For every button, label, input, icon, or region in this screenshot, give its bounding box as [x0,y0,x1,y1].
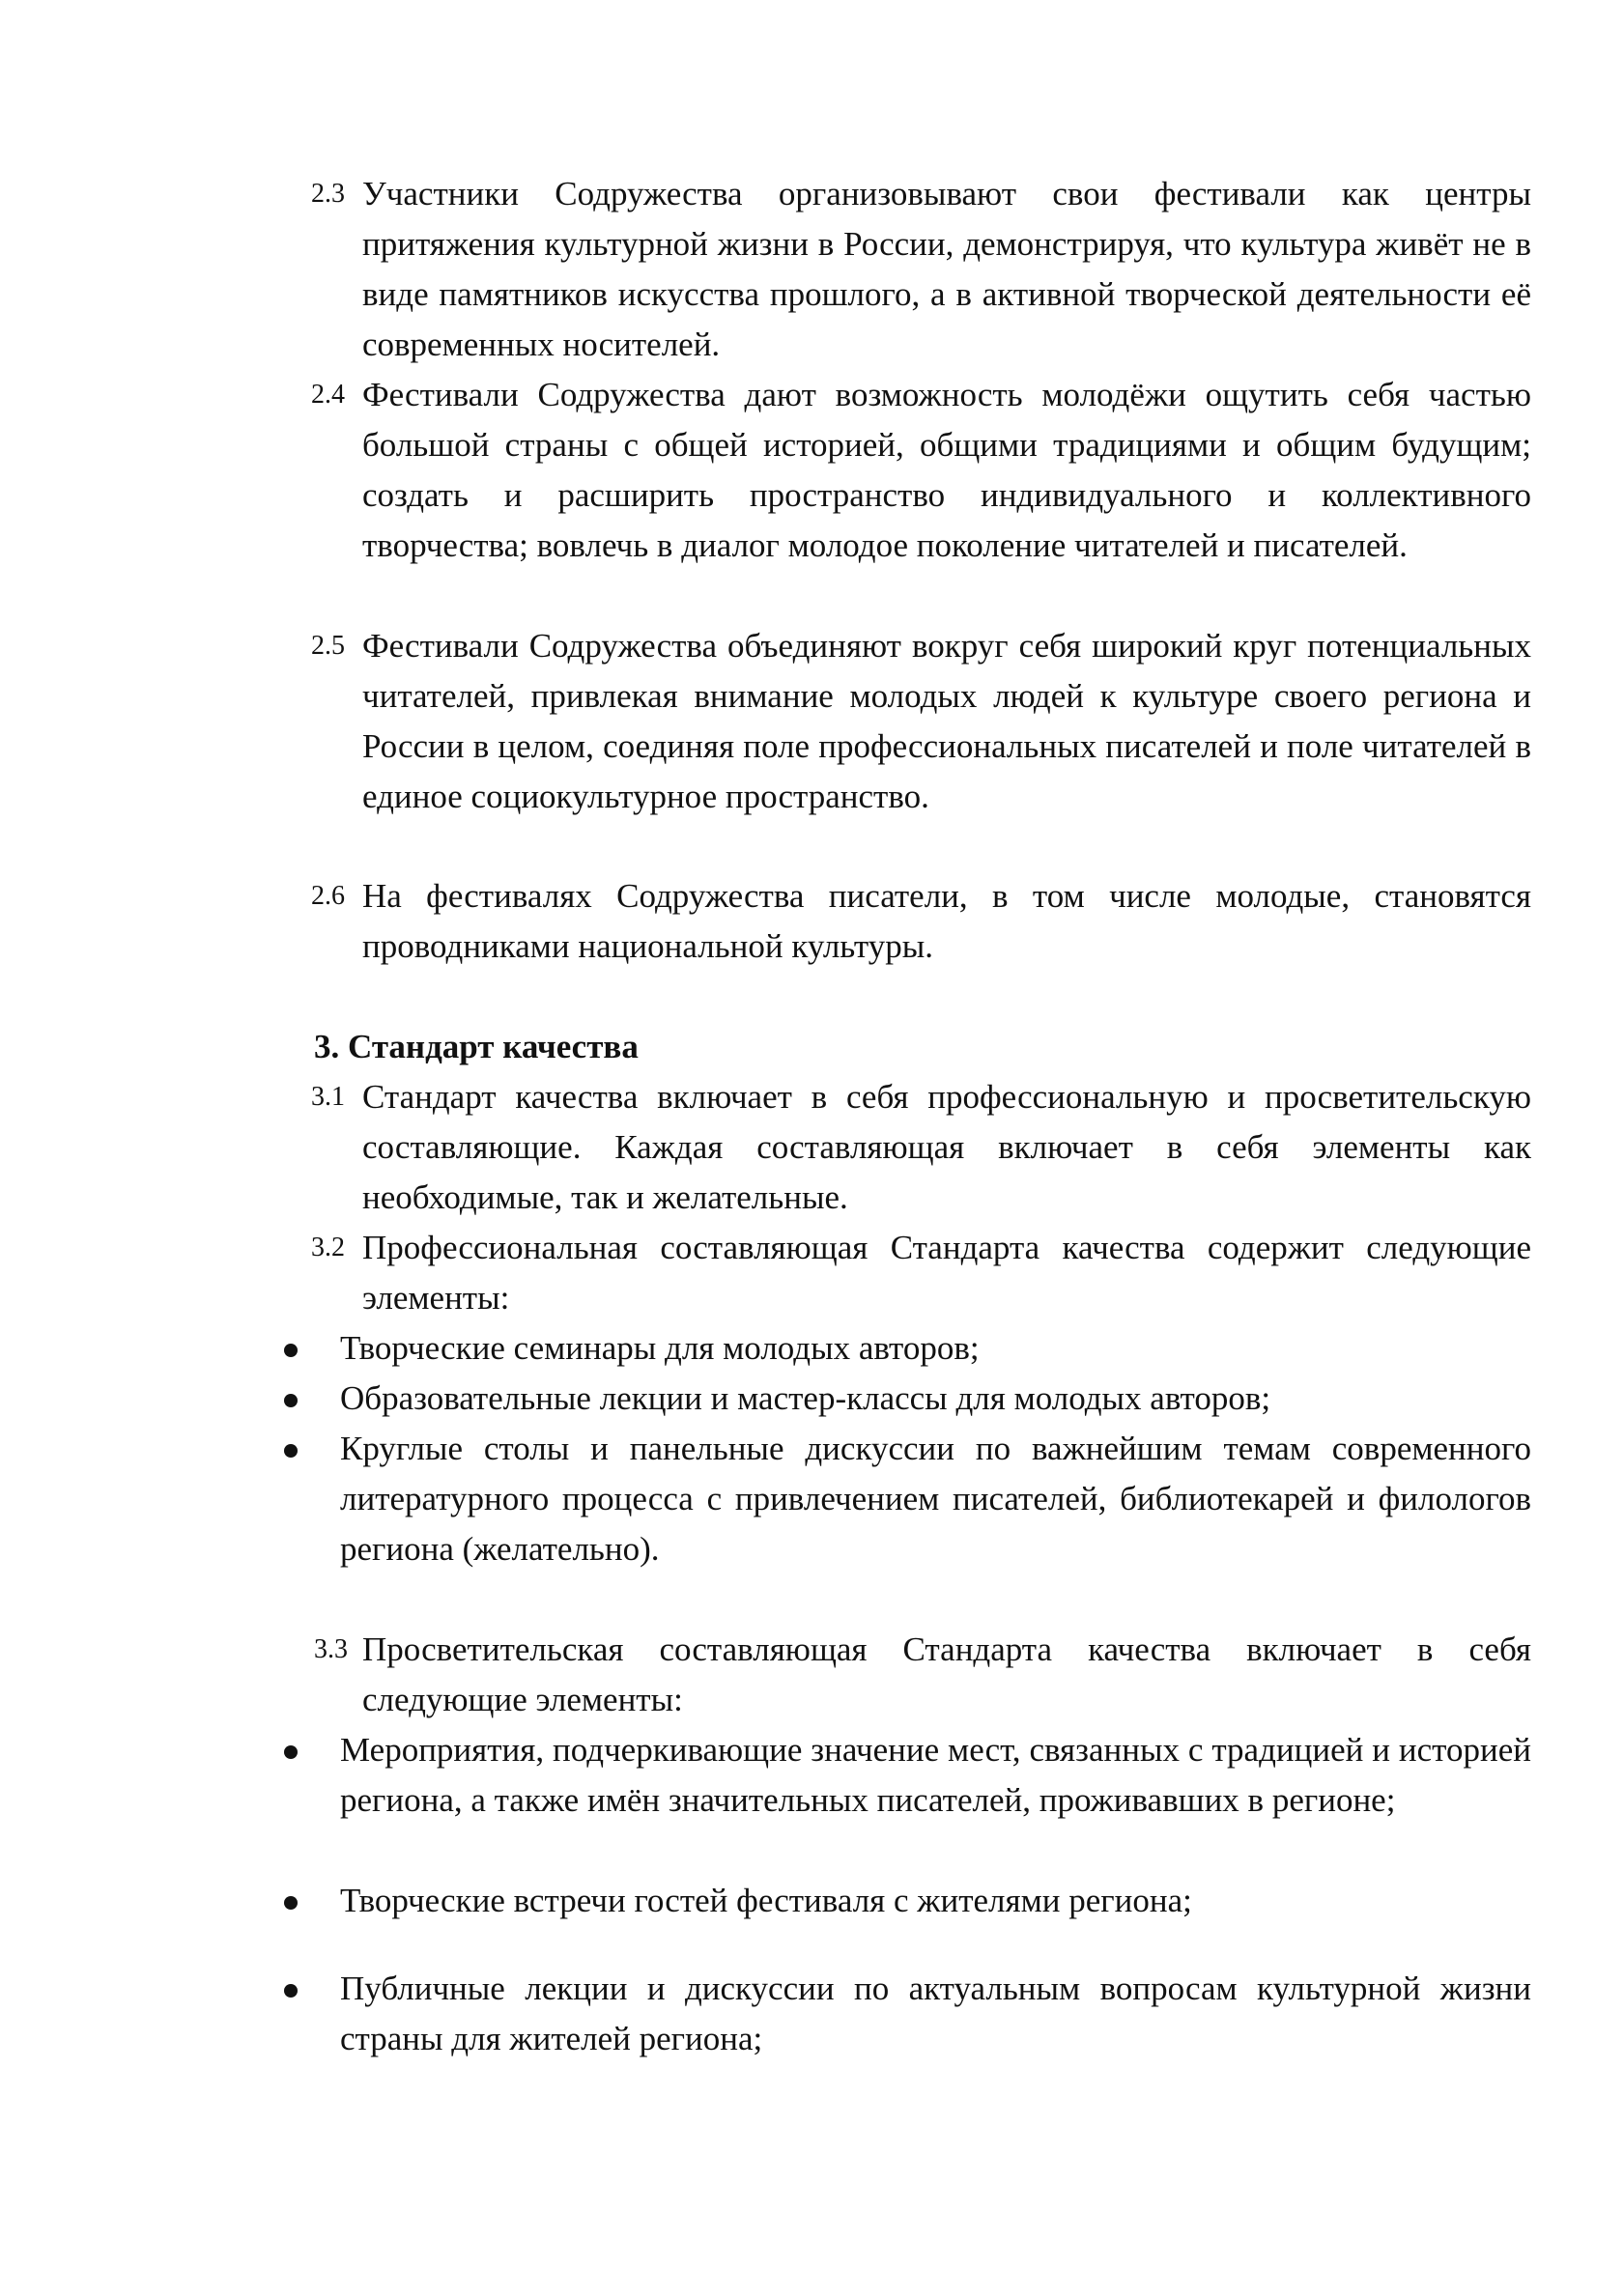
item-number-3-2: 3.2 [311,1233,345,1262]
item-number-2-3: 2.3 [311,179,345,209]
item-number-3-1: 3.1 [311,1082,345,1112]
item-text-2-3: Участники Содружества организовывают свои фестивали как центры притяжения культурной жизни в России, демонстрируя, что культура живёт не в виде памятников искусства прошлого, а в активной творческой деятельности её современных носителей. [362,175,1531,363]
item-text-3-1: Стандарт качества включает в себя профессиональную и просветительскую составляющие. Каждая составляющая включает в себя элементы как необходимые, так и желательные. [362,1078,1531,1216]
item-number-2-4: 2.4 [311,380,345,410]
item-number-2-5: 2.5 [311,631,345,661]
item-number-2-6: 2.6 [311,881,345,911]
item-text-3-3: Просветительская составляющая Стандарта качества включает в себя следующие элементы: [362,1630,1531,1718]
item-text-2-6: На фестивалях Содружества писатели, в том числе молодые, становятся проводниками национальной культуры. [362,877,1531,965]
list-item-educational-3: Публичные лекции и дискуссии по актуальным вопросам культурной жизни страны для жителей региона; [340,1970,1531,2057]
list-item-professional-1: Творческие семинары для молодых авторов; [340,1329,980,1367]
list-item-educational-1: Мероприятия, подчеркивающие значение мест, связанных с традицией и историей региона, а также имён значительных писателей, проживавших в регионе; [340,1731,1531,1819]
bullet-icon [284,1745,298,1759]
bullet-icon [284,1394,298,1407]
list-item-professional-3: Круглые столы и панельные дискуссии по важнейшим темам современного литературного процесса с привлечением писателей, библиотекарей и филологов региона (желательно). [340,1430,1531,1568]
item-text-3-2: Профессиональная составляющая Стандарта качества содержит следующие элементы: [362,1229,1531,1317]
item-number-3-3: 3.3 [314,1634,348,1664]
item-text-2-5: Фестивали Содружества объединяют вокруг себя широкий круг потенциальных читателей, привлекая внимание молодых людей к культуре своего региона и России в целом, соединяя поле профессиональных писателей и поле читателей в единое социокультурное пространство. [362,627,1531,815]
bullet-icon [284,1896,298,1910]
section-heading: 3. Стандарт качества [314,1028,639,1065]
item-text-2-4: Фестивали Содружества дают возможность молодёжи ощутить себя частью большой страны с общей историей, общими традициями и общим будущим; создать и расширить пространство индивидуального и коллективного творчества; вовлечь в диалог молодое поколение читателей и писателей. [362,376,1531,564]
bullet-icon [284,1444,298,1458]
list-item-educational-2: Творческие встречи гостей фестиваля с жителями региона; [340,1882,1192,1919]
bullet-icon [284,1984,298,1998]
list-item-professional-2: Образовательные лекции и мастер-классы для молодых авторов; [340,1379,1271,1417]
bullet-icon [284,1344,298,1357]
